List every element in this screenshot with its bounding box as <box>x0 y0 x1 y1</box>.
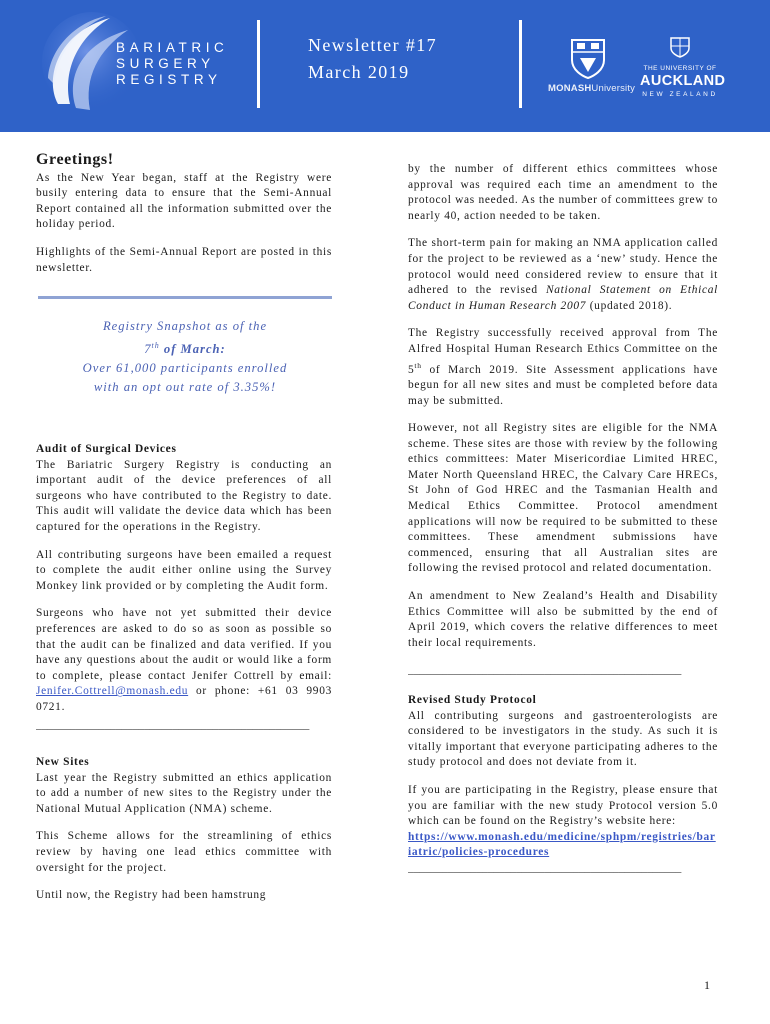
page-number: 1 <box>704 978 710 992</box>
right-paragraph-3-sup: th <box>414 360 422 370</box>
snapshot-rule-top <box>38 296 332 299</box>
monash-light: University <box>591 83 636 94</box>
snapshot-text <box>38 317 332 397</box>
audit-paragraph-3 <box>36 606 332 715</box>
protocol-website-link[interactable]: https://www.monash.edu/medicine/sphpm/registries/bariatric/policies-procedures <box>408 830 716 859</box>
national-statement-title: National Statement on Ethical Conduct in Human Research 2007 <box>408 284 718 312</box>
newsletter-header <box>0 0 770 132</box>
snapshot-line-3: Over 61,000 participants enrolled <box>82 361 288 376</box>
monash-wordmark <box>548 83 635 94</box>
registry-snapshot-box <box>38 296 332 424</box>
right-column <box>408 162 718 877</box>
protocol-paragraph-2 <box>408 783 718 861</box>
protocol-title: Revised Study Protocol <box>408 694 537 707</box>
snapshot-sup: th <box>151 341 160 350</box>
right-separator-2: ________________________________________________ <box>408 861 682 874</box>
monash-crest-icon <box>548 38 628 80</box>
header-divider-right <box>519 20 522 108</box>
left-column <box>36 152 332 288</box>
left-separator: ________________________________________________ <box>36 718 310 731</box>
auckland-crest-icon <box>669 36 691 58</box>
audit-paragraph-1: The Bariatric Surgery Registry is conducting an important audit of the device preferences of all surgeons who have contributed to the Registry to date. This audit will validate the device data which has been captured for the operations in the Registry. <box>36 458 332 533</box>
greeting-paragraph-1: As the New Year began, staff at the Registry were busily entering data to ensure that the Semi-Annual Report contained all the information submitted over the holiday period. <box>36 171 332 231</box>
audit-paragraph-3-a: Surgeons who have not yet submitted their device preferences are asked to do so as soon as possible so that the audit can be finalized and data verified. If you have any questions about the audit or would like a form to complete, please contact Jenifer Cottrell by email: <box>36 607 332 682</box>
auckland-small: THE UNIVERSITY OF <box>643 65 717 72</box>
snapshot-line-2-rest: of March: <box>159 342 226 357</box>
org-line-1: BARIATRIC <box>116 40 229 55</box>
left-column-lower <box>36 442 332 916</box>
greeting-title: Greetings! <box>36 151 114 168</box>
monash-bold: MONASH <box>548 83 592 94</box>
right-separator: ________________________________________________ <box>408 664 682 677</box>
right-paragraph-3-a: The Registry successfully received approval from The Alfred Hospital Human Research Ethics Committee on the 5 <box>408 327 718 376</box>
sites-paragraph-2: This Scheme allows for the streamlining of ethics review by having one lead ethics committee with oversight for the project. <box>36 830 332 874</box>
newsletter-date: March 2019 <box>308 62 410 82</box>
newsletter-title-block <box>308 32 437 86</box>
registry-name <box>116 40 228 88</box>
snapshot-line-4: with an opt out rate of 3.35%! <box>93 380 277 395</box>
sites-paragraph-1: Last year the Registry submitted an ethics application to add a number of new sites to the Registry under the National Mutual Application (NMA) scheme. <box>36 771 332 815</box>
newsletter-title: Newsletter #17 <box>308 35 438 55</box>
protocol-paragraph-1: All contributing surgeons and gastroenterologists are considered to be investigators in the study. As such it is vitally important that everyone participating adheres to the study protocol and does not deviate from it. <box>408 709 718 769</box>
sites-title: New Sites <box>36 756 90 769</box>
audit-paragraph-3-b: or phone: +61 03 9903 0721. <box>36 685 332 713</box>
snapshot-line-1: Registry Snapshot as of the <box>102 319 268 333</box>
auckland-name: AUCKLAND <box>640 73 726 89</box>
right-paragraph-3 <box>408 326 718 409</box>
greeting-paragraph-2: Highlights of the Semi-Annual Report are posted in this newsletter. <box>36 245 332 274</box>
org-line-3: REGISTRY <box>116 72 222 87</box>
right-paragraph-3-b: of March 2019. Site Assessment applications have begun for all new sites and must be completed before data may be submitted. <box>408 363 718 407</box>
sites-paragraph-3: Until now, the Registry had been hamstrung <box>36 889 267 902</box>
audit-title: Audit of Surgical Devices <box>36 443 177 455</box>
snapshot-day: 7 <box>144 342 152 357</box>
protocol-paragraph-2-text: If you are participating in the Registry, please ensure that you are familiar with the new study Protocol version 5.0 which can be found on the Registry’s website here: <box>408 783 718 828</box>
right-paragraph-2-a: The short-term pain for making an NMA application called for the project to be reviewed as a ‘new’ study. Hence the protocol would need considered review to ensure that it adhered to the revised <box>408 237 718 297</box>
snapshot-line-2 <box>38 336 332 359</box>
right-paragraph-2 <box>408 236 718 314</box>
right-paragraph-2-b: (updated 2018). <box>586 299 673 312</box>
auckland-logo <box>640 36 726 98</box>
audit-paragraph-2: All contributing surgeons have been emailed a request to complete the audit either online using the Survey Monkey link provided or by completing the Audit form. <box>36 548 332 592</box>
audit-email-link[interactable]: Jenifer.Cottrell@monash.edu <box>36 685 189 698</box>
right-paragraph-4: However, not all Registry sites are eligible for the NMA scheme. These sites are those with review by the following ethics committees: Mater Misericordiae Limited HREC, Mater North Queensland HREC, the Calvary Care HRECs, St John of God HREC and the Tasmanian Health and Medical Ethics Committee. Protocol amendment applications will now be required to be submitted to these committees. These amendment submissions have commenced, ensuring that all Australian sites are following the revised protocol and related documentation. <box>408 422 718 575</box>
org-line-2: SURGERY <box>116 56 215 71</box>
auckland-nz: NEW ZEALAND <box>642 91 718 98</box>
right-paragraph-5: An amendment to New Zealand’s Health and Disability Ethics Committee will also be submitted by the end of April 2019, which covers the relative differences to meet their local requirements. <box>408 590 718 649</box>
header-divider-left <box>257 20 260 108</box>
right-paragraph-1: by the number of different ethics committees whose approval was required each time an amendment to the protocol was needed. As the number of committees grew to nearly 40, action needed to be taken. <box>408 163 718 222</box>
